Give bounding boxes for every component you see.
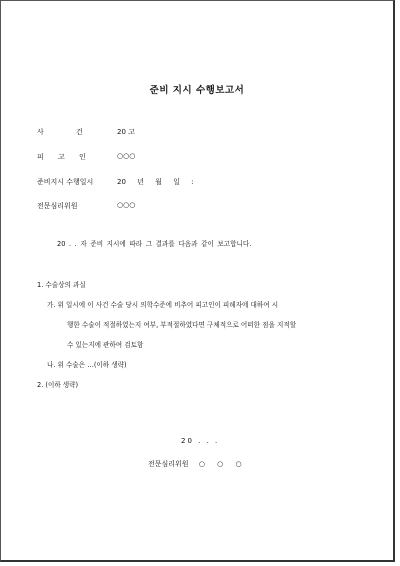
field-datetime [37, 177, 194, 187]
section-2: 2. (이하 생략) [37, 381, 79, 389]
field-datetime-value: 20 년 월 일 : [117, 178, 194, 186]
field-expert [37, 201, 136, 211]
field-datetime-label: 준비지시 수행일시 [37, 178, 94, 186]
field-defendant-label: 피 고 인 [37, 153, 92, 161]
section-1-a-line-2: 행한 수술이 적절하였는지 여부, 부적절하였다면 구체적으로 어떠한 점을 지적할 [67, 321, 297, 329]
field-case-label: 사 건 [37, 128, 98, 136]
intro-sentence: 20 . . 자 준비 지시에 따라 그 결과를 다음과 같이 보고합니다. [57, 240, 252, 248]
field-case-value: 20 고 [117, 128, 135, 136]
section-1-heading: 1. 수술상의 과실 [37, 281, 86, 289]
field-expert-value: ○○○ [117, 201, 136, 209]
field-defendant [37, 152, 136, 162]
field-defendant-value: ○○○ [117, 152, 136, 160]
document-title: 준비 지시 수행보고서 [149, 85, 245, 96]
section-1-a-line-3: 수 있는지에 관하여 검토함 [67, 341, 144, 349]
field-case [37, 127, 135, 137]
footer-sign-label: 전문심리위원 [148, 460, 189, 468]
field-expert-label: 전문심리위원 [37, 202, 78, 210]
footer-date: 20 . . . [181, 437, 220, 445]
section-1-a-line-1: 가. 위 일시에 이 사건 수술 당시 의학수준에 비추어 피고인이 피해자에 대하여 시 [47, 301, 279, 309]
footer-signature [148, 459, 247, 469]
footer-sign-name: ○ ○ ○ [198, 460, 247, 468]
section-1-b: 나. 위 수술은 …(이하 생략) [47, 361, 127, 369]
